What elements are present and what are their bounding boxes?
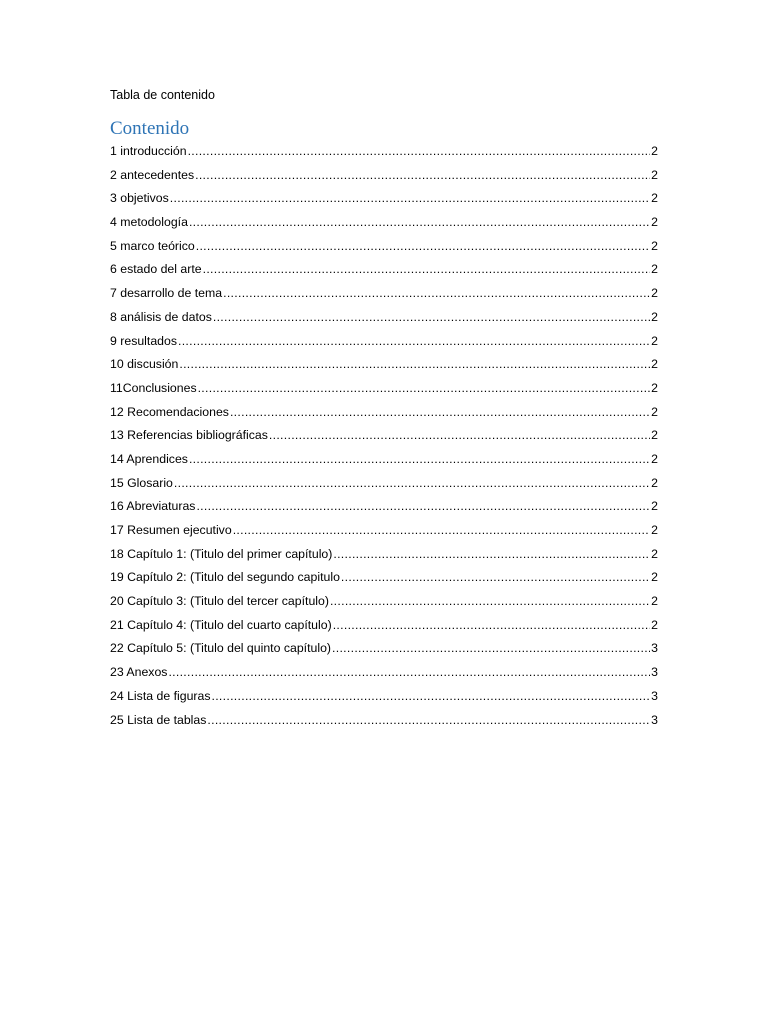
toc-entry-title: 2 antecedentes: [110, 167, 195, 182]
toc-entry-title: 17 Resumen ejecutivo: [110, 523, 232, 537]
toc-dot-leader: [223, 285, 650, 301]
toc-entry-title: 23 Anexos: [110, 665, 168, 680]
toc-entry-page-number: 3: [651, 665, 658, 680]
toc-entry[interactable]: [110, 712, 658, 736]
toc-entry-title: 14 Aprendices: [110, 451, 188, 466]
toc-dot-leader: [189, 451, 650, 467]
toc-entry[interactable]: [110, 475, 658, 499]
toc-entry-page-number: 2: [651, 167, 658, 182]
toc-dot-leader: [333, 617, 650, 633]
toc-entry[interactable]: [110, 143, 658, 167]
toc-dot-leader: [330, 593, 650, 609]
toc-entry-page-number: 2: [651, 570, 658, 585]
toc-entry-page-number: 3: [651, 712, 658, 727]
toc-entry-page-number: 2: [651, 594, 658, 609]
toc-entry-title: 22 Capítulo 5: (Titulo del quinto capítulo): [110, 641, 332, 656]
toc-entry-title: 5 marco teórico: [110, 238, 195, 253]
toc-entry-page-number: 2: [651, 215, 658, 230]
toc-entry-page-number: 2: [651, 144, 658, 158]
toc-entry-page-number: 3: [651, 688, 658, 703]
toc-entry[interactable]: [110, 309, 658, 333]
toc-dot-leader: [196, 498, 650, 514]
toc-dot-leader: [178, 333, 650, 349]
toc-entry[interactable]: [110, 498, 658, 522]
toc-dot-leader: [195, 167, 650, 183]
toc-heading: Contenido: [110, 118, 190, 139]
toc-entry[interactable]: [110, 522, 658, 546]
toc-entry-page-number: 2: [651, 191, 658, 206]
toc-entry-title: 12 Recomendaciones: [110, 404, 229, 419]
toc-entry[interactable]: [110, 617, 658, 641]
toc-entry-page-number: 2: [651, 404, 658, 419]
toc-entry-title: 20 Capítulo 3: (Titulo del tercer capítulo): [110, 594, 329, 609]
toc-entry-page-number: 2: [651, 357, 658, 372]
toc-entry-title: 1 introducción: [110, 144, 187, 158]
toc-entry-page-number: 2: [651, 428, 658, 443]
toc-entry-title: 9 resultados: [110, 333, 177, 348]
toc-entry[interactable]: [110, 593, 658, 617]
toc-entry-title: 19 Capítulo 2: (Titulo del segundo capitulo: [110, 570, 340, 585]
toc-entry-page-number: 2: [651, 499, 658, 514]
toc-dot-leader: [233, 522, 650, 538]
toc-dot-leader: [179, 356, 650, 372]
toc-entry-page-number: 2: [651, 546, 658, 561]
toc-entry[interactable]: [110, 190, 658, 214]
toc-entry[interactable]: [110, 333, 658, 357]
toc-entry[interactable]: [110, 238, 658, 262]
toc-entry-page-number: 2: [651, 475, 658, 490]
toc-entry[interactable]: [110, 546, 658, 570]
toc-entry-page-number: 2: [651, 333, 658, 348]
toc-entry[interactable]: [110, 640, 658, 664]
document-label: Tabla de contenido: [110, 88, 215, 102]
toc-entry-page-number: 2: [651, 451, 658, 466]
toc-dot-leader: [168, 664, 650, 680]
toc-dot-leader: [333, 546, 650, 562]
toc-dot-leader: [207, 712, 650, 728]
toc-entry-page-number: 2: [651, 309, 658, 324]
toc-entry-title: 13 Referencias bibliográficas: [110, 428, 268, 443]
toc-entry[interactable]: [110, 569, 658, 593]
toc-entry-title: 3 objetivos: [110, 191, 169, 206]
toc-entry-page-number: 2: [651, 380, 658, 395]
toc-dot-leader: [203, 261, 651, 277]
toc-dot-leader: [198, 380, 651, 396]
toc-dot-leader: [189, 214, 650, 230]
toc-entry[interactable]: [110, 427, 658, 451]
toc-dot-leader: [230, 404, 650, 420]
toc-entry-page-number: 3: [651, 641, 658, 656]
toc-entry-page-number: 2: [651, 262, 658, 277]
toc-dot-leader: [269, 427, 650, 443]
toc-entry-title: 6 estado del arte: [110, 262, 202, 277]
toc-entry-title: 18 Capítulo 1: (Titulo del primer capítulo): [110, 546, 333, 561]
toc-entry[interactable]: [110, 451, 658, 475]
toc-entry[interactable]: [110, 688, 658, 712]
toc-entry-title: 4 metodología: [110, 215, 188, 230]
toc-entry[interactable]: [110, 167, 658, 191]
toc-entry[interactable]: [110, 356, 658, 380]
table-of-contents: [110, 143, 658, 735]
toc-entry[interactable]: [110, 404, 658, 428]
toc-entry[interactable]: [110, 214, 658, 238]
toc-entry-title: 7 desarrollo de tema: [110, 286, 223, 301]
toc-entry-page-number: 2: [651, 523, 658, 537]
toc-entry-page-number: 2: [651, 617, 658, 632]
toc-dot-leader: [188, 143, 651, 159]
toc-entry[interactable]: [110, 380, 658, 404]
toc-entry-page-number: 2: [651, 238, 658, 253]
toc-dot-leader: [212, 688, 651, 704]
toc-entry-title: 8 análisis de datos: [110, 309, 212, 324]
toc-entry-page-number: 2: [651, 286, 658, 301]
toc-dot-leader: [341, 569, 650, 585]
toc-entry[interactable]: [110, 261, 658, 285]
toc-entry[interactable]: [110, 285, 658, 309]
toc-entry-title: 24 Lista de figuras: [110, 688, 211, 703]
toc-entry-title: 21 Capítulo 4: (Titulo del cuarto capítulo): [110, 617, 332, 632]
toc-dot-leader: [170, 190, 650, 206]
toc-dot-leader: [332, 640, 650, 656]
toc-entry-title: 25 Lista de tablas: [110, 712, 207, 727]
toc-dot-leader: [174, 475, 650, 491]
toc-entry[interactable]: [110, 664, 658, 688]
toc-dot-leader: [213, 309, 650, 325]
toc-dot-leader: [196, 238, 650, 254]
toc-entry-title: 15 Glosario: [110, 475, 173, 490]
toc-entry-title: 10 discusión: [110, 357, 179, 372]
toc-entry-title: 16 Abreviaturas: [110, 499, 196, 514]
toc-entry-title: 11Conclusiones: [110, 380, 197, 395]
